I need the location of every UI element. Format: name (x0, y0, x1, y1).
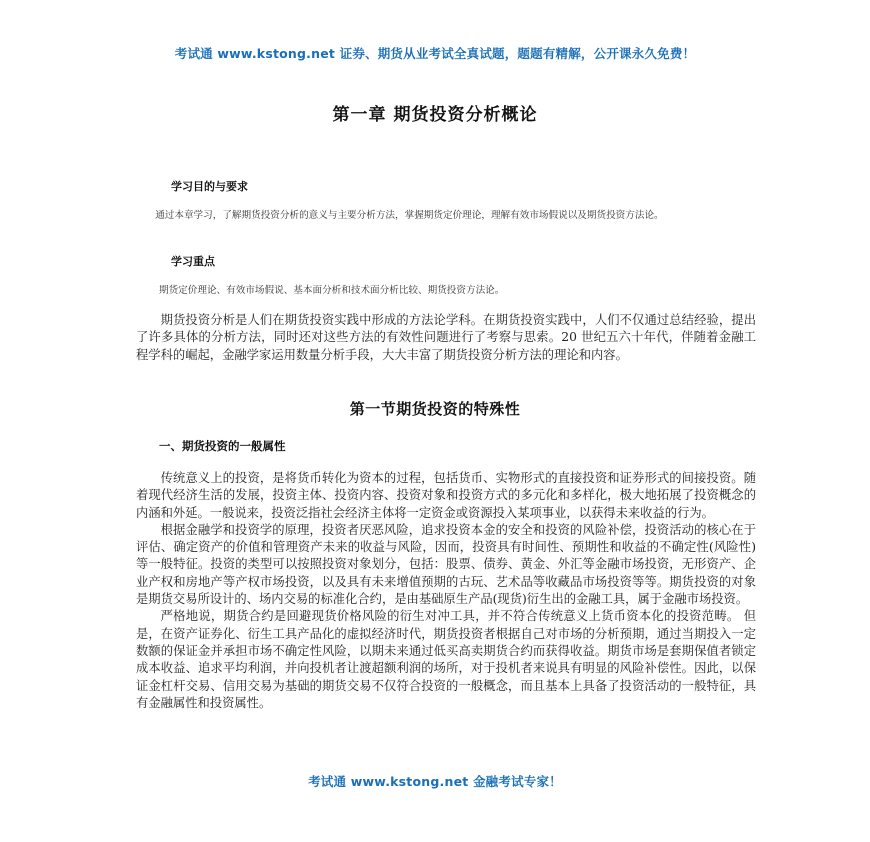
header-banner: 考试通 www.kstong.net 证券、期货从业考试全真试题，题题有精解，公开课永久免费！ (174, 46, 696, 61)
paragraph: 根据金融学和投资学的原理，投资者厌恶风险，追求投资本金的安全和投资的风险补偿，投资活动的核心在于评估、确定资产的价值和管理资产未来的收益与风险，因而，投资具有时间性、预期性和收益的不确定性(风险性)等一般特征。投资的类型可以按照投资对象划分，包括：股票、债券、黄金、外汇等金融市场投资，无形资产、企业产权和房地产等产权市场投资，以及具有未来增值预期的古玩、艺术品等收藏品市场投资等等。期货投资的对象是期货交易所设计的、场内交易的标准化合约，是由基础原生产品(现货)衍生出的金融工具，属于金融市场投资。 (136, 522, 756, 607)
section-title: 第一节期货投资的特殊性 (349, 400, 521, 418)
footer-banner: 考试通 www.kstong.net 金融考试专家！ (308, 774, 562, 789)
key-points-heading: 学习重点 (171, 255, 215, 268)
objectives-heading: 学习目的与要求 (171, 180, 248, 193)
paragraph: 严格地说，期货合约是回避现货价格风险的衍生对冲工具，并不符合传统意义上货币资本化的投资范畴。 但是，在资产证券化、衍生工具产品化的虚拟经济时代，期货投资者根据自己对市场的分析预期，通过当期投入一定数额的保证金并承担市场不确定性风险，以期未来通过低买高卖期货合约而获得收益。期货市场是套期保值者锁定成本收益、追求平均利润，并向投机者让渡超额利润的场所，对于投机者来说具有明显的风险补偿性。因此，以保证金杠杆交易、信用交易为基础的期货交易不仅符合投资的一般概念，而且基本上具备了投资活动的一般特征，具有金融属性和投资属性。 (136, 609, 756, 710)
subsection-title: 一、期货投资的一般属性 (159, 439, 286, 453)
key-points-text: 期货定价理论、有效市场假说、基本面分析和技术面分析比较、期货投资方法论。 (159, 285, 505, 296)
intro-paragraph: 期货投资分析是人们在期货投资实践中形成的方法论学科。在期货投资实践中，人们不仅通过总结经验，提出了许多具体的分析方法，同时还对这些方法的有效性问题进行了考察与思索。20 世纪五六十年代，伴随着金融工程学科的崛起，金融学家运用数量分析手段，大大丰富了期货投资分析方法的理论和内容。 (136, 313, 756, 362)
chapter-title: 第一章 期货投资分析概论 (332, 105, 538, 125)
body-paragraphs (136, 470, 756, 712)
paragraph: 传统意义上的投资，是将货币转化为资本的过程，包括货币、实物形式的直接投资和证券形式的间接投资。随着现代经济生活的发展，投资主体、投资内容、投资对象和投资方式的多元化和多样化，极大地拓展了投资概念的内涵和外延。一般说来，投资泛指社会经济主体将一定资金或资源投入某项事业，以获得未来收益的行为。 (136, 471, 756, 520)
objectives-text: 通过本章学习，了解期货投资分析的意义与主要分析方法，掌握期货定价理论，理解有效市场假说以及期货投资方法论。 (155, 210, 664, 221)
